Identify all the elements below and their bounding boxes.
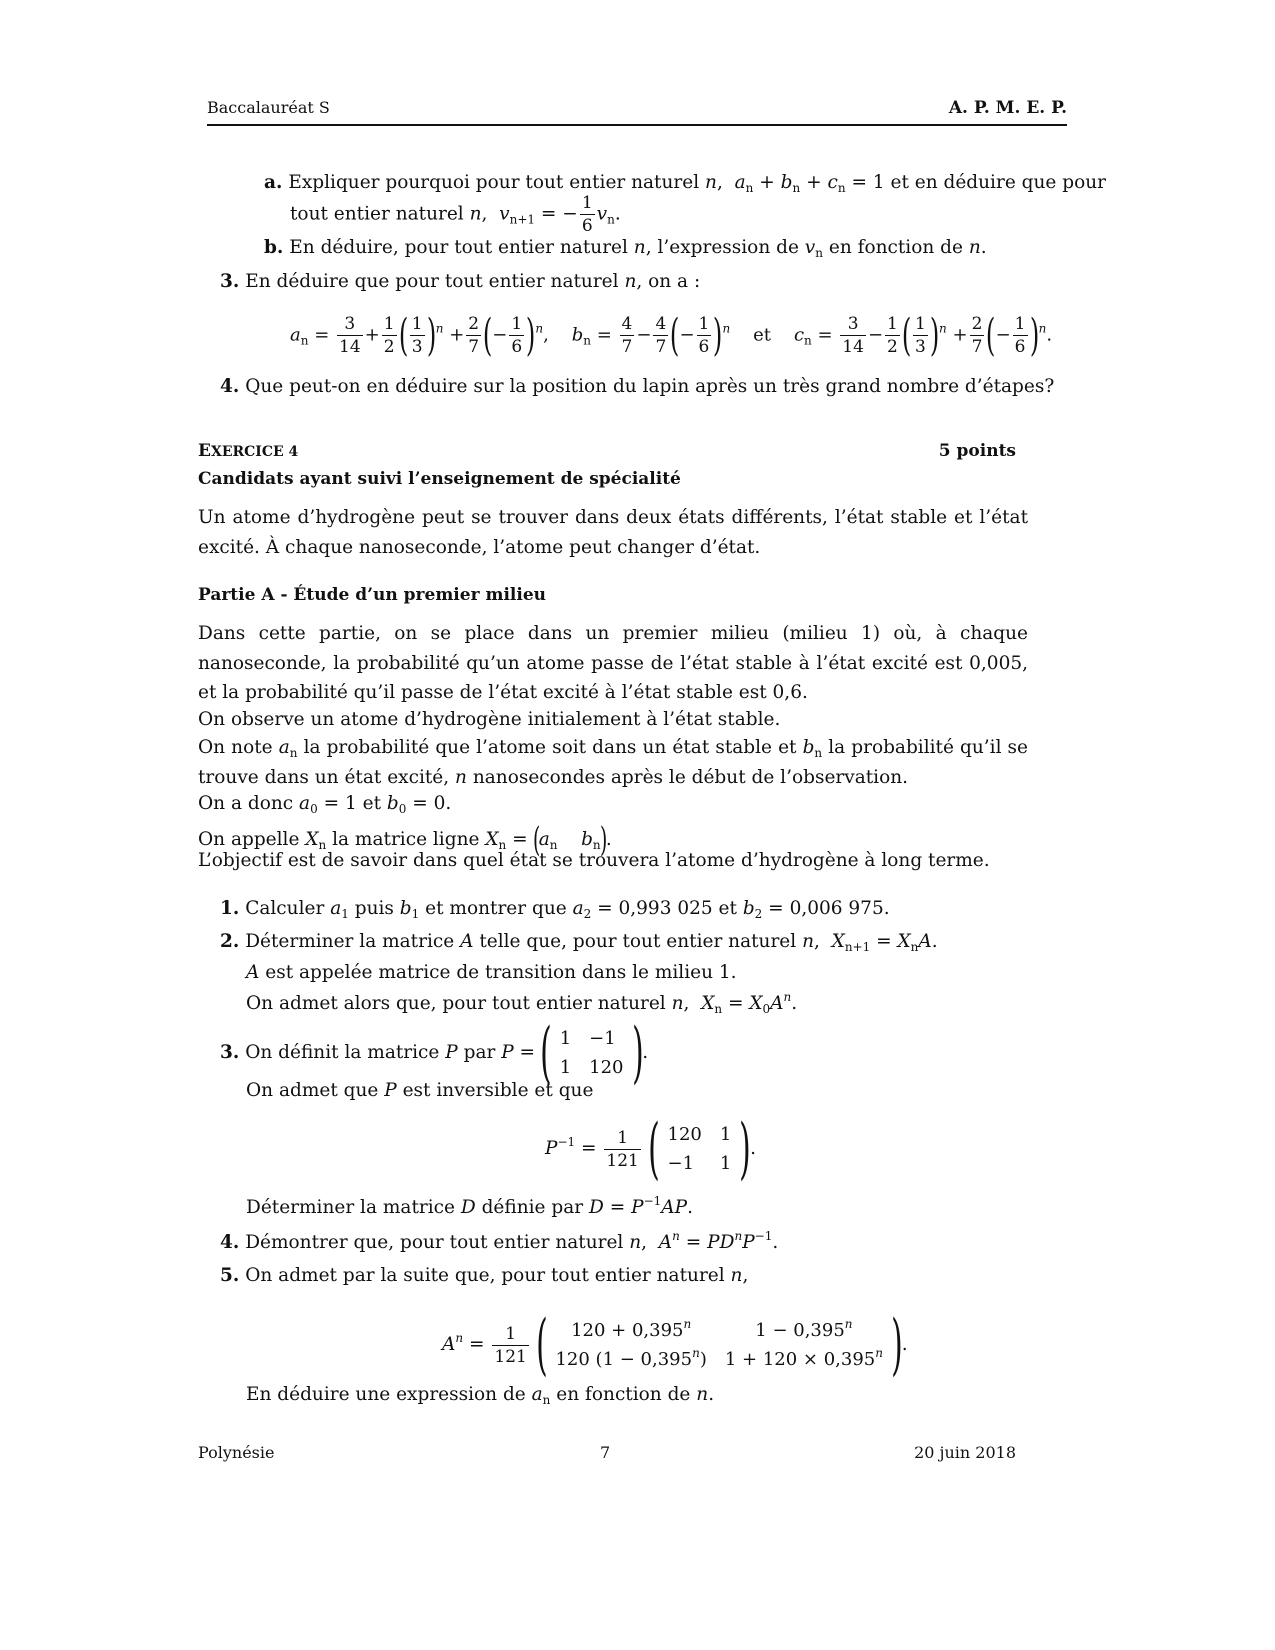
question-2a-label: a. (264, 172, 283, 193)
p3-d: nanosecondes après le début de l’observation. (472, 766, 909, 788)
question-2b: b. En déduire, pour tout entier naturel n, l’expression de $v_n$ en fonction de n. (264, 234, 987, 262)
question-3-label: 3. (220, 271, 240, 292)
q2a-end-text: et en déduire que pour (890, 172, 1106, 193)
item-1: 1. Calculer $a_1$ puis $b_1$ et montrer que $a_2 = 0,993$ 025 et $b_2 = 0,006$ 975. (220, 895, 890, 923)
exercise-subtitle: Candidats ayant suivi l’enseignement de spécialité (198, 469, 681, 489)
item-2-line3: On admet alors que, pour tout entier naturel n, $X_n = X_0A^n$. (246, 990, 798, 1016)
exercise-intro: Un atome d’hydrogène peut se trouver dans deux états différents, l’état stable et l’état excité. À chaque nanoseconde, l’atome peut changer d’état. (198, 507, 1028, 558)
question-4-text: Que peut-on en déduire sur la position du lapin après un très grand nombre d’étapes? (245, 376, 1055, 397)
part-a-paragraph-2: On observe un atome d’hydrogène initialement à l’état stable. (198, 709, 781, 730)
item-3-t2b: est inversible et que (402, 1080, 594, 1101)
a2-value: 0,993 025 (618, 898, 713, 919)
part-a-paragraph-4: On a donc $a_0 = 1$ et $b_0 = 0$. (198, 793, 452, 816)
footer-left: Polynésie (198, 1443, 275, 1462)
exercise-title-first: E (198, 441, 211, 461)
item-3-t3b: définie par (481, 1197, 584, 1218)
matrix-p-inverse: 120 1 −1 1 (667, 1124, 732, 1174)
exercise-points: 5 points (938, 441, 1016, 461)
item-3-t1b: par (463, 1042, 496, 1063)
item-4: 4. Démontrer que, pour tout entier naturel n, $A^n = PD^nP^{-1}$. (220, 1229, 778, 1257)
item-2-t2: est appelée matrice de transition dans le milieu 1. (265, 962, 737, 983)
formula-an-bn-cn: $a_n$ = $\frac{3}{14}$ + $\frac{1}{2}$ ( $\frac{1}{3}$ )$^n$ + $\frac{2}{7}$ (− $\frac{1}{6}$ )$^n$, $b_n$ = $\frac{4}{7}$ − $\frac{4}{7}$ (− $\frac{1}{6}$ )$^n$ et $c_n$ = $\frac{3}{14}$ − $\frac{1}{2}$ ( $\frac{1}{3}$ )$^n$ + $\frac{2}{7}$ (− $\frac{1}{6}$ )$^n$. (290, 309, 1053, 361)
b2-value: 0,006 975 (789, 898, 884, 919)
item-5-t2b: en fonction de (556, 1384, 691, 1405)
p5b-text: la matrice ligne (332, 829, 480, 850)
question-3: 3. En déduire que pour tout entier naturel n, on a : (220, 268, 700, 296)
matrix-p: 1 −1 1 120 (559, 1028, 624, 1078)
item-5-label: 5. (220, 1265, 240, 1286)
item-3-label: 3. (220, 1042, 240, 1063)
q2a-line2-text: tout entier naturel (290, 203, 464, 225)
part-a-paragraph-1: Dans cette partie, on se place dans un premier milieu (milieu 1) où, à chaque nanoseconde, la probabilité qu’un atome passe de l’état stable à l’état excité est 0,005, et la probabilité qu’il passe de l’état excité à l’état stable est 0,6. (198, 623, 1028, 703)
item-5-line2: En déduire une expression de $a_n$ en fonction de n. (246, 1384, 715, 1407)
item-3-line2: On admet que P est inversible et que (246, 1080, 594, 1101)
item-1-label: 1. (220, 898, 240, 919)
header-left: Baccalauréat S (207, 98, 330, 117)
part-a-paragraph-3: On note $a_n$ la probabilité que l’atome soit dans un état stable et $b_n$ la probabilité qu’il se trouve dans un état excité, n nanosecondes après le début de l’observation. (198, 737, 1029, 788)
footer-right: 20 juin 2018 (914, 1443, 1016, 1462)
item-3-t1: On définit la matrice (245, 1042, 440, 1063)
item-2-t1: Déterminer la matrice (245, 931, 455, 952)
part-a-paragraph-5: On appelle $X_n$ la matrice ligne $X_n = (a_n$ $b_n$). (198, 820, 612, 860)
question-2a-line2: tout entier naturel n, $v_{n+1}$ = − $\frac{1}{6}$ $v_n$. (290, 193, 621, 236)
matrix-a-power-n: $120 + 0,395^n$ $1 - 0,395^n$ 120 $(1 - 0,395^n)$ $1 + 120 \times 0,395^n$ (555, 1317, 883, 1370)
part-a-paragraph-6: L’objectif est de savoir dans quel état se trouvera l’atome d’hydrogène à long terme. (198, 850, 990, 871)
item-4-label: 4. (220, 1232, 240, 1253)
header-right: A. P. M. E. P. (948, 98, 1067, 118)
formula-a-power-n: $A^n$ = $\frac{1}{121}$ ( $120 + 0,395^n$ $1 - 0,395^n$ 120 $(1 - 0,395^n)$ $1 + 120 \times 0,395^n$ ). (442, 1306, 908, 1383)
part-a-title: Partie A - Étude d’un premier milieu (198, 585, 546, 605)
p3-b: la probabilité que l’atome soit dans un état stable et (303, 737, 797, 758)
footer-page-number: 7 (600, 1443, 611, 1462)
page-header (207, 98, 1067, 126)
question-2a-line1: a. Expliquer pourquoi pour tout entier naturel n, $a_n + b_n + c_n = 1$ et en déduire que pour (264, 169, 1106, 197)
formula-conjunction: et (753, 324, 772, 346)
item-4-text: Démontrer que, pour tout entier naturel (245, 1232, 624, 1253)
item-3-line3: Déterminer la matrice D définie par $D = P^{-1}AP$. (246, 1194, 693, 1218)
item-3-t3a: Déterminer la matrice (246, 1197, 455, 1218)
p4-text: On a donc (198, 793, 294, 814)
item-2-t1b: telle que, pour tout entier naturel (479, 931, 797, 952)
question-2b-label: b. (264, 237, 284, 258)
q2a-text: Expliquer pourquoi pour tout entier naturel (288, 172, 700, 193)
item-5-t2a: En déduire une expression de (246, 1384, 526, 1405)
item-5: 5. On admet par la suite que, pour tout entier naturel n, (220, 1262, 748, 1290)
item-5-text: On admet par la suite que, pour tout entier naturel (245, 1265, 725, 1286)
item-2-line2: A est appelée matrice de transition dans le milieu 1. (246, 962, 737, 983)
p3-a: On note (198, 737, 273, 758)
item-3-line1: 3. On définit la matrice P par P = ( 1 −1 1 120 ). (220, 1014, 649, 1091)
exercise-title-rest: XERCICE 4 (210, 444, 299, 460)
p5-text: On appelle (198, 829, 300, 850)
item-2-line1: 2. Déterminer la matrice A telle que, pour tout entier naturel n, $X_{n+1} = X_nA$. (220, 928, 938, 956)
question-4 (220, 373, 1054, 401)
p3-c: la probabilité qu’il se trouve dans un état excité, (198, 737, 1029, 788)
exercise-title (198, 437, 298, 466)
item-3-t2a: On admet que (246, 1080, 379, 1101)
item-2-label: 2. (220, 931, 240, 952)
item-2-t3: On admet alors que, pour tout entier naturel (246, 993, 666, 1014)
formula-p-inverse: $P^{-1}$ = $\frac{1}{121}$ ( 120 1 −1 1 ). (545, 1110, 756, 1187)
question-4-label: 4. (220, 376, 240, 397)
